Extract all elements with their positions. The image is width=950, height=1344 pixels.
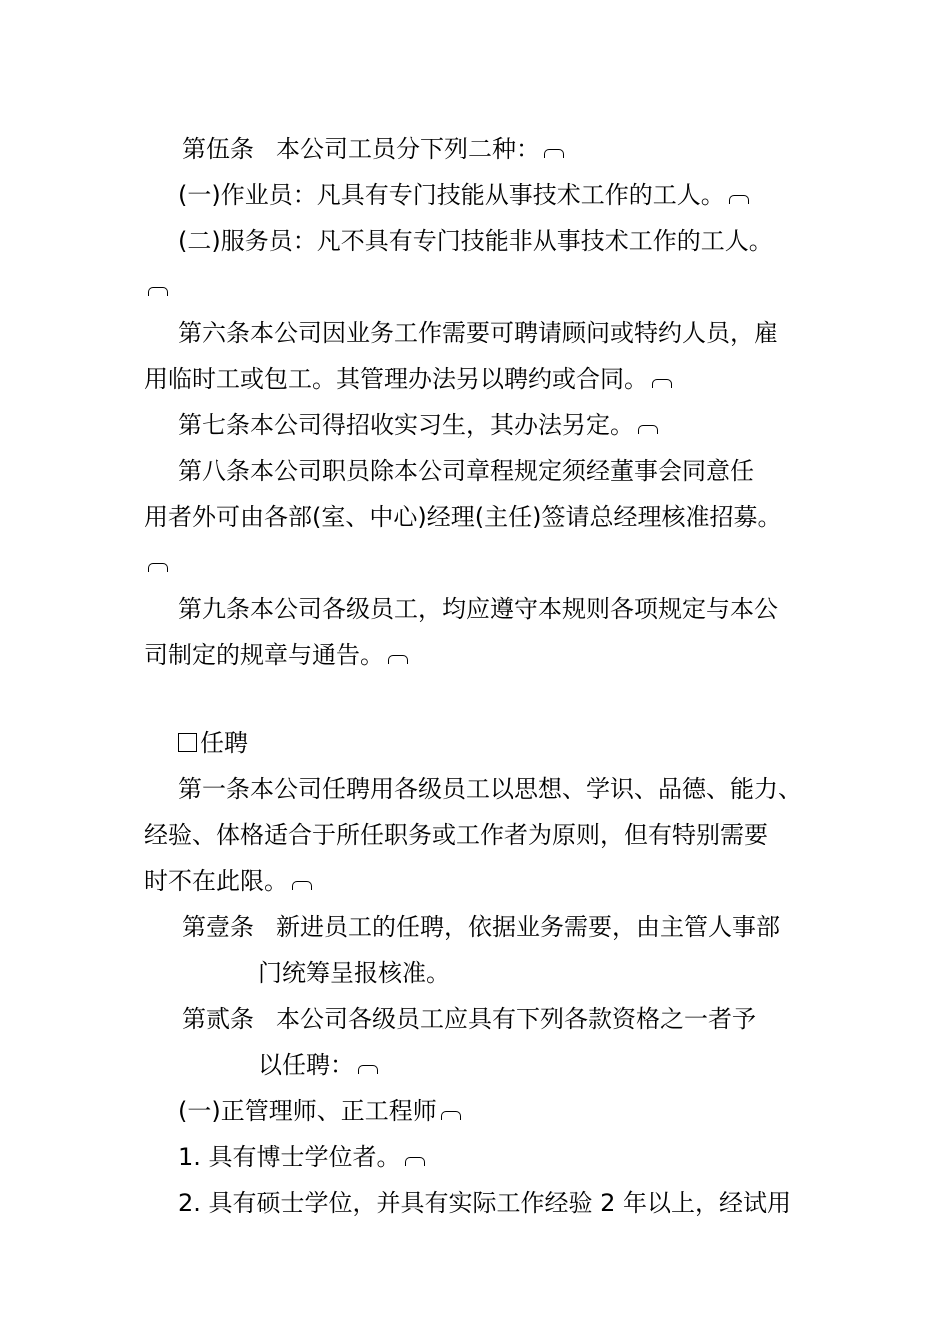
paragraph-mark-icon <box>148 287 168 296</box>
line-text: 经验、体格适合于所任职务或工作者为原则，但有特别需要 <box>144 821 768 849</box>
paragraph-mark-icon <box>729 195 749 204</box>
doc-line <box>144 865 312 897</box>
doc-line <box>178 593 778 625</box>
doc-line <box>178 727 248 759</box>
article-number: 第伍条 <box>182 135 254 163</box>
line-text: 门统筹呈报核准。 <box>258 959 450 987</box>
doc-line <box>178 409 658 441</box>
line-text: 第一条本公司任聘用各级员工以思想、学识、品德、能力、 <box>178 775 802 803</box>
line-text: 1. 具有博士学位者。 <box>178 1143 401 1171</box>
article-number: 第壹条 <box>182 913 254 941</box>
paragraph-mark-icon <box>292 881 312 890</box>
line-text: 司制定的规章与通告。 <box>144 641 384 669</box>
line-text: (二)服务员：凡不具有专门技能非从事技术工作的工人。 <box>178 227 773 255</box>
line-text: 本公司各级员工应具有下列各款资格之一者予 <box>276 1005 756 1033</box>
doc-line <box>178 317 778 349</box>
doc-line <box>182 1003 756 1035</box>
line-text: 第九条本公司各级员工，均应遵守本规则各项规定与本公 <box>178 595 778 623</box>
line-text: 第八条本公司职员除本公司章程规定须经董事会同意任 <box>178 457 754 485</box>
line-text: 用者外可由各部(室、中心)经理(主任)签请总经理核准招募。 <box>144 503 782 531</box>
article-number: 第贰条 <box>182 1005 254 1033</box>
line-text: 新进员工的任聘，依据业务需要，由主管人事部 <box>276 913 780 941</box>
doc-line <box>144 639 408 671</box>
doc-line <box>178 1095 461 1127</box>
doc-line <box>144 547 168 579</box>
line-text: 第七条本公司得招收实习生，其办法另定。 <box>178 411 634 439</box>
doc-line <box>178 1141 425 1173</box>
line-text: 任聘 <box>200 729 248 757</box>
doc-line <box>144 501 781 533</box>
paragraph-mark-icon <box>544 149 564 158</box>
paragraph-mark-icon <box>405 1157 425 1166</box>
line-text: (一)作业员：凡具有专门技能从事技术工作的工人。 <box>178 181 725 209</box>
line-text: 本公司工员分下列二种： <box>276 135 540 163</box>
doc-line <box>182 133 564 165</box>
doc-line <box>144 363 672 395</box>
doc-line <box>178 1187 791 1219</box>
line-text: (一)正管理师、正工程师 <box>178 1097 437 1125</box>
paragraph-mark-icon <box>388 655 408 664</box>
checkbox-icon <box>178 733 197 752</box>
doc-line <box>144 271 168 303</box>
doc-line <box>182 911 780 943</box>
line-text: 时不在此限。 <box>144 867 288 895</box>
doc-line <box>178 225 773 257</box>
line-text: 以任聘： <box>258 1051 354 1079</box>
line-text: 用临时工或包工。其管理办法另以聘约或合同。 <box>144 365 648 393</box>
paragraph-mark-icon <box>148 563 168 572</box>
doc-line <box>258 957 450 989</box>
doc-line <box>178 455 754 487</box>
doc-line <box>258 1049 378 1081</box>
doc-line <box>144 819 768 851</box>
line-text: 第六条本公司因业务工作需要可聘请顾问或特约人员，雇 <box>178 319 778 347</box>
paragraph-mark-icon <box>441 1111 461 1120</box>
paragraph-mark-icon <box>638 425 658 434</box>
doc-line <box>178 773 802 805</box>
paragraph-mark-icon <box>652 379 672 388</box>
doc-line <box>178 179 749 211</box>
line-text: 2. 具有硕士学位，并具有实际工作经验 2 年以上，经试用 <box>178 1189 792 1217</box>
paragraph-mark-icon <box>358 1065 378 1074</box>
